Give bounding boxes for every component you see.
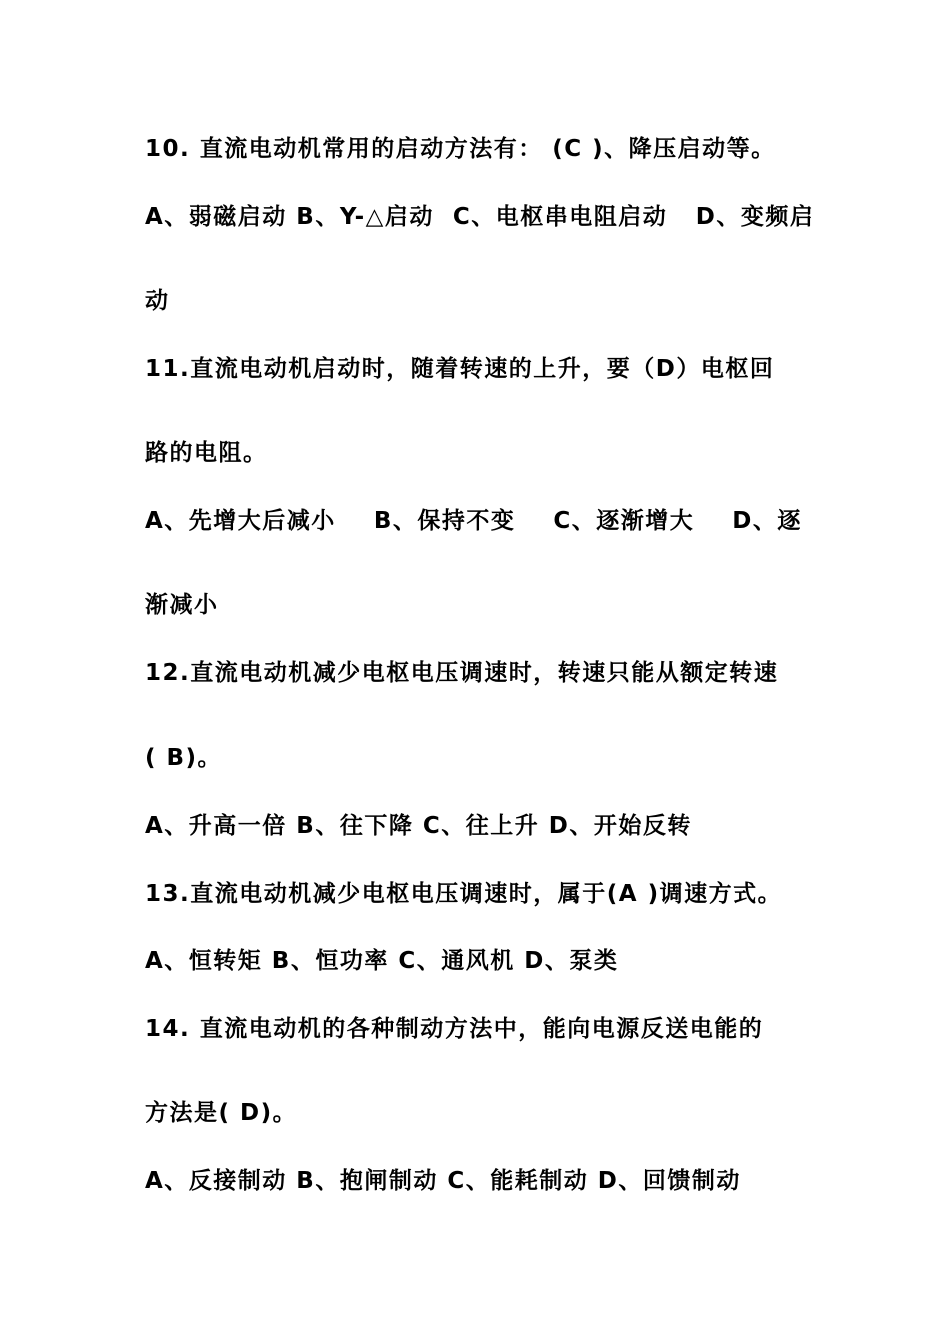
question-11-stem: 11.直流电动机启动时，随着转速的上升，要（D）电枢回 [145,356,775,382]
question-12-stem-continued: ( B)。 [145,745,223,771]
question-12-stem: 12.直流电动机减少电枢电压调速时，转速只能从额定转速 [145,660,779,686]
question-14-stem-continued: 方法是( D)。 [145,1100,298,1126]
question-13-stem: 13.直流电动机减少电枢电压调速时，属于(A )调速方式。 [145,881,783,907]
question-11-stem-continued: 路的电阻。 [145,440,268,466]
question-10-stem: 10. 直流电动机常用的启动方法有： (C )、降压启动等。 [145,136,776,162]
question-11-options: A、先增大后减小 B、保持不变 C、逐渐增大 D、逐 [145,508,802,534]
question-12-options: A、升高一倍 B、往下降 C、往上升 D、开始反转 [145,813,692,839]
question-10-options-continued: 动 [145,288,170,314]
question-13-options: A、恒转矩 B、恒功率 C、通风机 D、泵类 [145,948,619,974]
question-14-stem: 14. 直流电动机的各种制动方法中，能向电源反送电能的 [145,1016,764,1042]
question-10-options: A、弱磁启动 B、Y-△启动 C、电枢串电阻启动 D、变频启 [145,204,815,230]
question-14-options: A、反接制动 B、抱闸制动 C、能耗制动 D、回馈制动 [145,1168,741,1194]
question-11-options-continued: 渐减小 [145,592,219,618]
